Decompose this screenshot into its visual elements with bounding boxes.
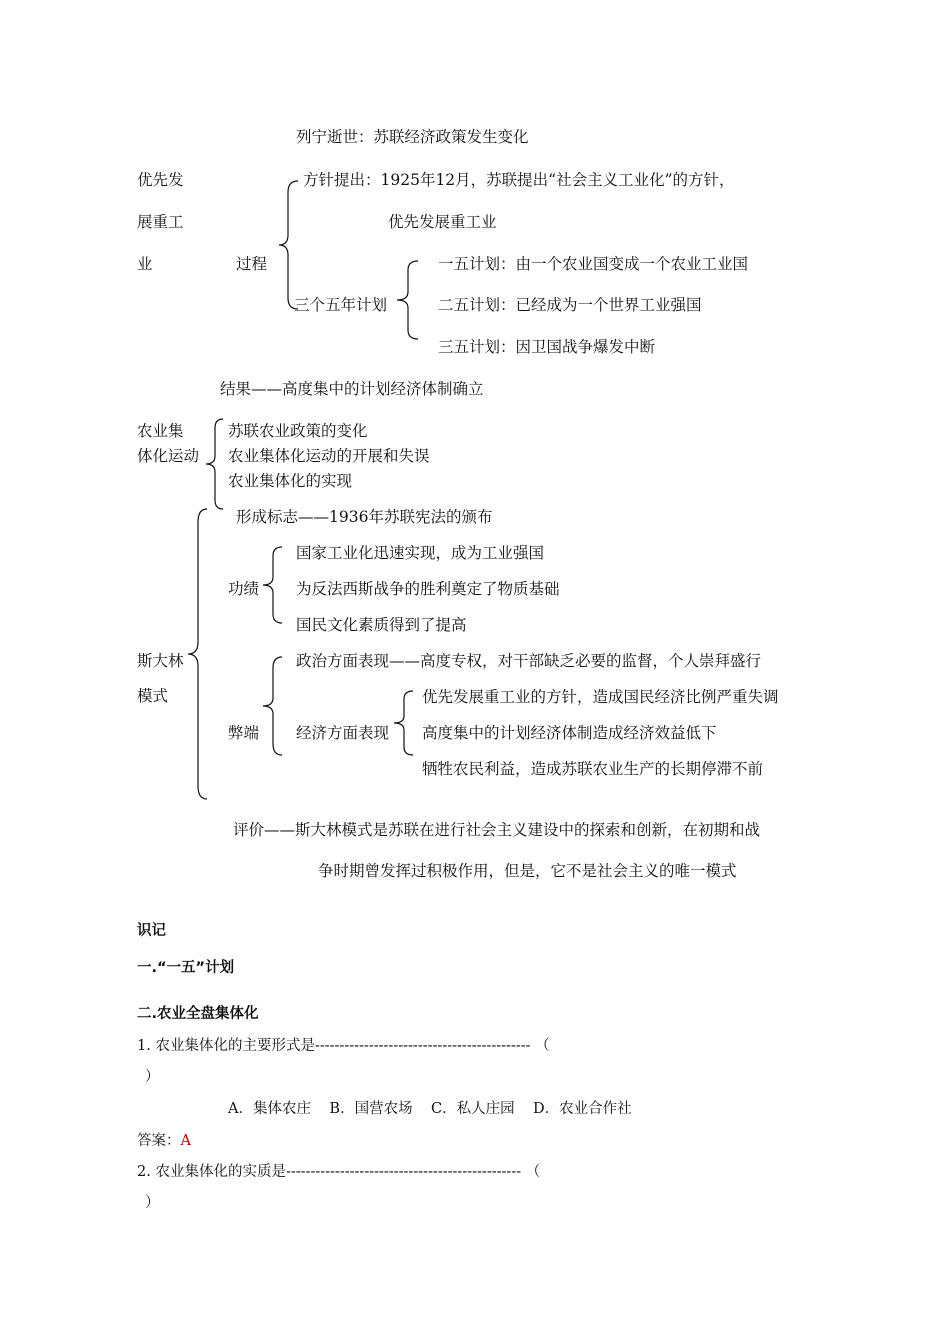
heavy-industry-topic-3: 业 (137, 255, 153, 273)
political-flaw: 政治方面表现——高度专权，对干部缺乏必要的监督，个人崇拜盛行 (296, 652, 762, 670)
process-label: 过程 (236, 255, 268, 273)
question-1-options: A．集体农庄 B．国营农场 C．私人庄园 D．农业合作社 (228, 1101, 632, 1117)
plan-1: 一五计划：由一个农业国变成一个农业工业国 (438, 255, 749, 273)
evaluation-line-1: 评价——斯大林模式是苏联在进行社会主义建设中的探索和创新，在初期和战 (233, 821, 761, 839)
plan-2: 二五计划：已经成为一个世界工业强国 (438, 296, 702, 314)
five-year-plans-label: 三个五年计划 (294, 296, 388, 314)
policy-line-1: 方针提出：1925年12月，苏联提出“社会主义工业化”的方针， (303, 171, 735, 189)
economic-flaws-brace (393, 690, 415, 756)
merit-3: 国民文化素质得到了提高 (296, 616, 467, 634)
stalin-model-brace (187, 508, 209, 800)
merit-1: 国家工业化迅速实现，成为工业强国 (296, 544, 545, 562)
merits-label: 功绩 (228, 580, 260, 598)
collectivization-brace (205, 418, 225, 510)
stalin-model-topic-1: 斯大林 (137, 652, 184, 670)
collectivization-topic-2: 体化运动 (137, 447, 200, 465)
collectivization-item-1: 苏联农业政策的变化 (228, 422, 368, 440)
economic-flaws-label: 经济方面表现 (296, 724, 390, 742)
formation-line: 形成标志——1936年苏联宪法的颁布 (236, 508, 493, 526)
merits-brace (262, 546, 284, 624)
answer-value: A (180, 1133, 191, 1149)
result-line: 结果——高度集中的计划经济体制确立 (220, 380, 484, 398)
five-year-plans-brace (396, 260, 420, 340)
section-heading-2: 二.农业全盘集体化 (137, 1006, 259, 1022)
collectivization-item-2: 农业集体化运动的开展和失误 (228, 447, 430, 465)
merit-2: 为反法西斯战争的胜利奠定了物质基础 (296, 580, 560, 598)
memorize-heading: 识记 (137, 923, 166, 939)
economic-flaw-1: 优先发展重工业的方针，造成国民经济比例严重失调 (422, 688, 779, 706)
question-2-stem: 2. 农业集体化的实质是------------------------------------------------ （ (137, 1164, 541, 1180)
process-brace (278, 180, 300, 310)
answer-label: 答案： (137, 1133, 181, 1149)
section-heading-1: 一.“一五”计划 (137, 960, 235, 976)
stalin-model-topic-2: 模式 (137, 687, 169, 705)
heavy-industry-topic-2: 展重工 (137, 213, 184, 231)
collectivization-item-3: 农业集体化的实现 (228, 472, 353, 490)
economic-flaw-3: 牺牲农民利益，造成苏联农业生产的长期停滞不前 (422, 760, 764, 778)
collectivization-topic-1: 农业集 (137, 422, 184, 440)
question-2-close: ） (145, 1195, 160, 1211)
policy-line-2: 优先发展重工业 (388, 213, 497, 231)
lenin-death-line: 列宁逝世：苏联经济政策发生变化 (296, 128, 529, 146)
evaluation-line-2: 争时期曾发挥过积极作用，但是，它不是社会主义的唯一模式 (318, 862, 737, 880)
economic-flaw-2: 高度集中的计划经济体制造成经济效益低下 (422, 724, 717, 742)
question-1-close: ） (145, 1069, 160, 1085)
flaws-label: 弊端 (228, 724, 260, 742)
question-1-answer-row (137, 1131, 191, 1151)
plan-3: 三五计划：因卫国战争爆发中断 (438, 338, 656, 356)
heavy-industry-topic-1: 优先发 (137, 171, 184, 189)
flaws-brace (262, 656, 284, 756)
question-1-stem: 1. 农业集体化的主要形式是-------------------------------------------- （ (137, 1038, 550, 1054)
